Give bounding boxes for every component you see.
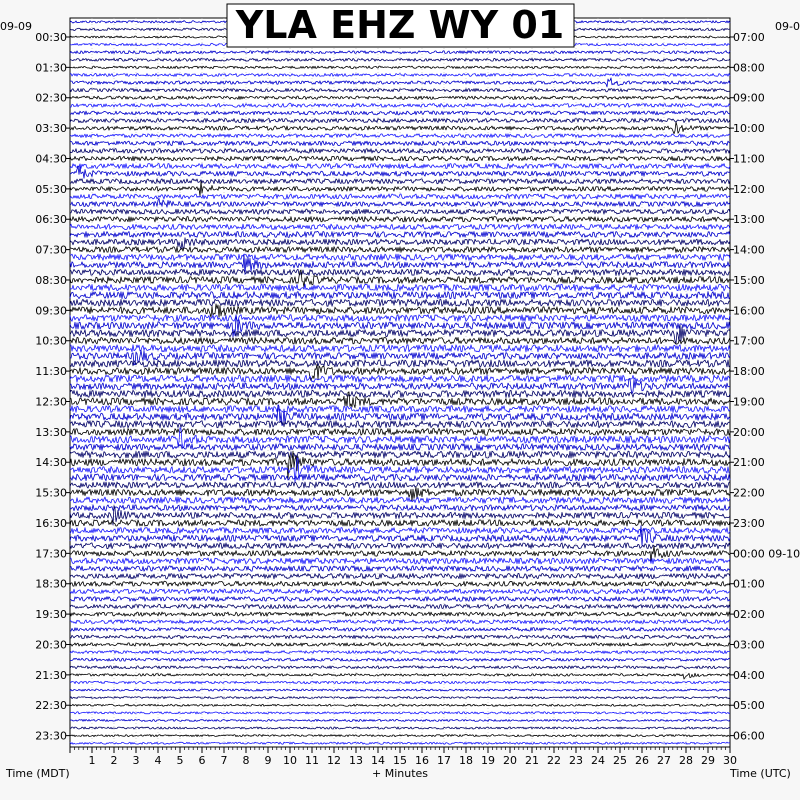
x-tick-label: 19 — [481, 754, 495, 767]
chart-title: YLA EHZ WY 01 — [235, 3, 565, 47]
right-time-label: 11:00 — [733, 152, 765, 166]
left-time-label: 08:30 — [35, 273, 67, 287]
x-tick-label: 6 — [198, 754, 206, 767]
right-time-label: 01:00 — [733, 577, 765, 591]
right-time-label: 03:00 — [733, 638, 765, 652]
x-tick-label: 9 — [264, 754, 272, 767]
left-time-label: 10:30 — [35, 334, 67, 348]
right-time-label: 09:00 — [733, 91, 765, 105]
x-tick-label: 2 — [110, 754, 118, 767]
left-time-label: 14:30 — [35, 456, 67, 470]
x-tick-label: 30 — [723, 754, 737, 767]
left-time-label: 03:30 — [35, 122, 67, 136]
x-tick-label: 29 — [701, 754, 715, 767]
right-time-label: 19:00 — [733, 395, 765, 409]
x-tick-label: 10 — [283, 754, 297, 767]
left-time-label: 07:30 — [35, 243, 67, 257]
x-tick-label: 13 — [349, 754, 363, 767]
x-tick-label: 25 — [613, 754, 627, 767]
left-time-label: 22:30 — [35, 699, 67, 713]
x-tick-label: 28 — [679, 754, 693, 767]
right-time-label: 04:00 — [733, 668, 765, 682]
left-time-label: 02:30 — [35, 91, 67, 105]
x-tick-label: 5 — [176, 754, 184, 767]
right-time-label: 16:00 — [733, 304, 765, 318]
left-time-label: 00:30 — [35, 30, 67, 44]
left-time-label: 19:30 — [35, 608, 67, 622]
x-tick-label: 23 — [569, 754, 583, 767]
x-tick-label: 22 — [547, 754, 561, 767]
left-time-label: 21:30 — [35, 668, 67, 682]
right-time-label: 12:00 — [733, 182, 765, 196]
x-tick-label: 1 — [88, 754, 96, 767]
x-tick-label: 4 — [154, 754, 162, 767]
left-time-label: 16:30 — [35, 516, 67, 530]
right-time-label: 08:00 — [733, 61, 765, 75]
left-time-label: 09:30 — [35, 304, 67, 318]
x-tick-label: 24 — [591, 754, 605, 767]
x-tick-label: 3 — [132, 754, 140, 767]
left-time-label: 06:30 — [35, 213, 67, 227]
left-date-label: 09-09 — [0, 20, 32, 33]
x-tick-label: 16 — [415, 754, 429, 767]
left-time-label: 18:30 — [35, 577, 67, 591]
right-time-label: 22:00 — [733, 486, 765, 500]
right-time-label: 20:00 — [733, 425, 765, 439]
x-tick-label: 26 — [635, 754, 649, 767]
right-time-label: 17:00 — [733, 334, 765, 348]
x-tick-label: 21 — [525, 754, 539, 767]
left-time-label: 15:30 — [35, 486, 67, 500]
left-time-label: 13:30 — [35, 425, 67, 439]
x-axis-label: + Minutes — [371, 767, 429, 780]
right-time-label: 14:00 — [733, 243, 765, 257]
x-tick-label: 12 — [327, 754, 341, 767]
x-tick-label: 7 — [220, 754, 228, 767]
right-time-label: 23:00 — [733, 516, 765, 530]
right-axis-label: Time (UTC) — [730, 767, 791, 780]
x-tick-label: 11 — [305, 754, 319, 767]
x-tick-label: 8 — [242, 754, 250, 767]
x-tick-label: 14 — [371, 754, 385, 767]
x-tick-label: 20 — [503, 754, 517, 767]
left-time-label: 20:30 — [35, 638, 67, 652]
right-time-label: 13:00 — [733, 213, 765, 227]
right-time-label: 21:00 — [733, 456, 765, 470]
left-time-label: 17:30 — [35, 547, 67, 561]
left-time-label: 05:30 — [35, 182, 67, 196]
right-date-label: 09-0 — [775, 20, 800, 33]
x-tick-label: 17 — [437, 754, 451, 767]
right-time-label: 18:00 — [733, 365, 765, 379]
left-time-label: 12:30 — [35, 395, 67, 409]
left-time-label: 11:30 — [35, 365, 67, 379]
left-time-label: 23:30 — [35, 729, 67, 743]
right-time-label: 10:00 — [733, 122, 765, 136]
right-time-label: 02:00 — [733, 608, 765, 622]
left-time-label: 04:30 — [35, 152, 67, 166]
right-time-label: 00:00 09-10 — [733, 547, 800, 561]
right-time-label: 06:00 — [733, 729, 765, 743]
right-time-label: 05:00 — [733, 699, 765, 713]
x-tick-label: 27 — [657, 754, 671, 767]
x-tick-label: 18 — [459, 754, 473, 767]
left-axis-label: Time (MDT) — [6, 767, 70, 780]
right-time-label: 07:00 — [733, 30, 765, 44]
right-time-label: 15:00 — [733, 273, 765, 287]
left-time-label: 01:30 — [35, 61, 67, 75]
x-tick-label: 15 — [393, 754, 407, 767]
